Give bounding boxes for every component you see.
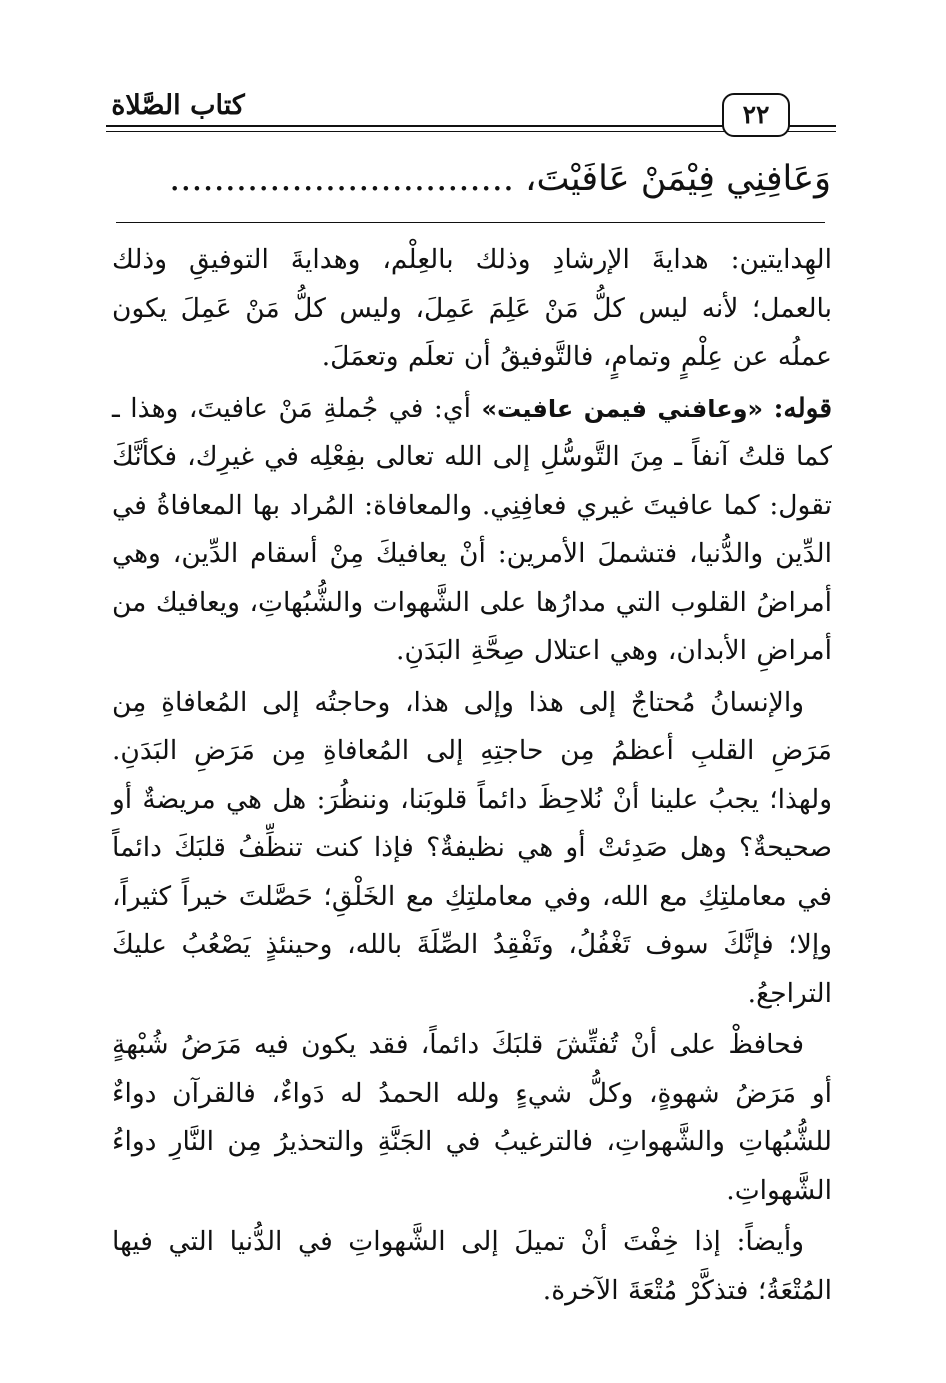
hadith-text: وَعَافِنِي فِيْمَنْ عَافَيْتَ، bbox=[525, 159, 831, 199]
header-right-rule-bottom bbox=[792, 131, 832, 132]
commentary-body bbox=[112, 236, 832, 1315]
page-number: ٢٢ bbox=[722, 93, 790, 137]
paragraph-2-quote: «وعافني فيمن عافيت» bbox=[481, 394, 764, 423]
paragraph-3: والإنسانُ مُحتاجٌ إلى هذا وإلى هذا، وحاجتُه إلى المُعافاةِ مِن مَرَضِ القلبِ أعظمُ مِن حاجتِهِ إلى المُعافاةِ مِن مَرَضِ البَدَنِ. ولهذا؛ يجبُ علينا أنْ نُلاحِظَ دائماً قلوبَنا، وننظُرَ: هل هي مريضةٌ أو صحيحةٌ؟ وهل صَدِئتْ أو هي نظيفةٌ؟ فإذا كنت تنظِّفُ قلبَكَ دائماً في معاملتِكِ مع الله، وفي معاملتِكِ مع الخَلْقِ؛ حَصَّلتَ خيراً كثيراً، وإلا؛ فإنَّكَ سوف تَغْفُلُ، وتَفْقِدُ الصِّلَةَ بالله، وحينئذٍ يَصْعُبُ عليكَ التراجعُ. bbox=[112, 686, 832, 1009]
paragraph-2-text: أي: في جُملةِ مَنْ عافيتَ، وهذا ـ كما قلتُ آنفاً ـ مِنَ التَّوسُّلِ إلى الله تعالى بفِعْلِه في غيرِك، فكأنَّكَ تقول: كما عافيتَ غيري فعافِنِي. والمعافاة: المُراد بها المعافاةُ في الدِّين والدُّنيا، فتشملَ الأمرين: أنْ يعافيكَ مِنْ أسقام الدِّين، وهي أمراضُ القلوب التي مدارُها على الشَّهوات والشُّبُهاتِ، ويعافيك من أمراضِ الأبدان، وهي اعتلال صِحَّةِ البَدَنِ. bbox=[112, 392, 832, 666]
hadith-line bbox=[115, 148, 831, 210]
header-right-rule-top bbox=[792, 125, 832, 127]
book-title: كتاب الصَّلاة bbox=[111, 90, 245, 121]
paragraph-4: فحافظْ على أنْ تُفتِّشَ قلبَكَ دائماً، فقد يكون فيه مَرَضُ شُبْهةٍ أو مَرَضُ شهوةٍ، وكلُّ شيءٍ ولله الحمدُ له دَواءٌ، فالقرآن دواءٌ للشُّبُهاتِ والشَّهواتِ، فالترغيبُ في الجَنَّةِ والتحذيرُ مِن النَّارِ دواءُ الشَّهواتِ. bbox=[112, 1029, 832, 1206]
paragraph-2 bbox=[112, 385, 832, 676]
paragraph-1: الهِدايتين: هدايةَ الإرشادِ وذلك بالعِلْم، وهدايةَ التوفيقِ وذلك بالعمل؛ لأنه ليس كلُّ مَنْ عَلِمَ عَمِلَ، وليس كلُّ مَنْ عَمِلَ يكون عملُه عن عِلْمٍ وتمامٍ، فالتَّوفيقُ أن تعلَم وتعمَلَ. bbox=[112, 244, 832, 372]
separator-rule bbox=[116, 222, 825, 223]
hadith-ellipsis: ............................... bbox=[169, 159, 515, 199]
paragraph-5: وأيضاً: إذا خِفْتَ أنْ تميلَ إلى الشَّهواتِ في الدُّنيا التي فيها المُتْعَةُ؛ فتذكَّرْ مُتْعَةَ الآخرة. bbox=[112, 1226, 832, 1306]
paragraph-2-lead: قوله: bbox=[773, 392, 832, 424]
